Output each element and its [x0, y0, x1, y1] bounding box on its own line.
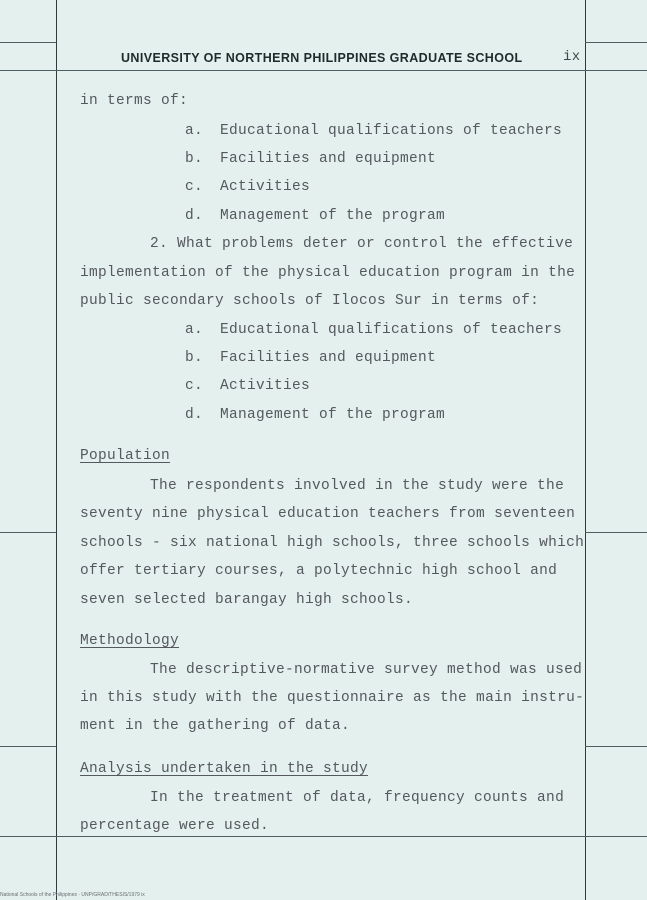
list1-letter-a: a.: [185, 123, 204, 139]
list2-text-b: Facilities and equipment: [220, 350, 437, 366]
list1-text-c: Activities: [220, 179, 311, 195]
page-header: [60, 49, 582, 69]
analysis-heading: Analysis undertaken in the study: [80, 761, 369, 777]
methodology-line-1: The descriptive-normative survey method was used: [150, 662, 583, 678]
left-tick-rule-1: [0, 42, 56, 43]
question2-line-1: 2. What problems deter or control the effective: [150, 236, 574, 252]
left-tick-rule-3: [0, 746, 56, 747]
methodology-line-2: in this study with the questionnaire as the main instru-: [80, 690, 585, 706]
list2-letter-d: d.: [185, 407, 204, 423]
intro-line: in terms of:: [80, 93, 189, 109]
page-number: ix: [563, 49, 581, 65]
right-margin-line: [585, 0, 586, 900]
archive-footer: National Schools of the Philippines · UNP/GRAD/THESIS/1979 ix: [0, 892, 145, 898]
bottom-rule: [0, 836, 647, 837]
list2-text-a: Educational qualifications of teachers: [220, 322, 563, 338]
methodology-line-3: ment in the gathering of data.: [80, 718, 351, 734]
left-tick-rule-2: [0, 532, 56, 533]
list2-text-d: Management of the program: [220, 407, 446, 423]
left-margin-line: [56, 0, 57, 900]
population-line-2: seventy nine physical education teachers from seventeen: [80, 506, 576, 522]
population-line-1: The respondents involved in the study were the: [150, 478, 565, 494]
list2-letter-c: c.: [185, 378, 204, 394]
header-title: UNIVERSITY OF NORTHERN PHILIPPINES GRADUATE SCHOOL: [121, 51, 523, 65]
methodology-heading: Methodology: [80, 633, 180, 649]
list2-letter-b: b.: [185, 350, 204, 366]
right-tick-rule-1: [585, 42, 647, 43]
right-tick-rule-2: [585, 532, 647, 533]
analysis-line-1: In the treatment of data, frequency counts and: [150, 790, 565, 806]
list1-letter-c: c.: [185, 179, 204, 195]
list2-letter-a: a.: [185, 322, 204, 338]
question2-line-2: implementation of the physical education program in the: [80, 265, 576, 281]
list1-text-b: Facilities and equipment: [220, 151, 437, 167]
population-heading: Population: [80, 448, 171, 464]
list1-letter-b: b.: [185, 151, 204, 167]
population-line-3: schools - six national high schools, three schools which: [80, 535, 585, 551]
analysis-line-2: percentage were used.: [80, 818, 270, 834]
right-tick-rule-3: [585, 746, 647, 747]
population-line-5: seven selected barangay high schools.: [80, 592, 414, 608]
list1-text-d: Management of the program: [220, 208, 446, 224]
header-rule: [0, 70, 647, 71]
question2-line-3: public secondary schools of Ilocos Sur in terms of:: [80, 293, 540, 309]
population-line-4: offer tertiary courses, a polytechnic high school and: [80, 563, 558, 579]
list1-letter-d: d.: [185, 208, 204, 224]
list1-text-a: Educational qualifications of teachers: [220, 123, 563, 139]
list2-text-c: Activities: [220, 378, 311, 394]
